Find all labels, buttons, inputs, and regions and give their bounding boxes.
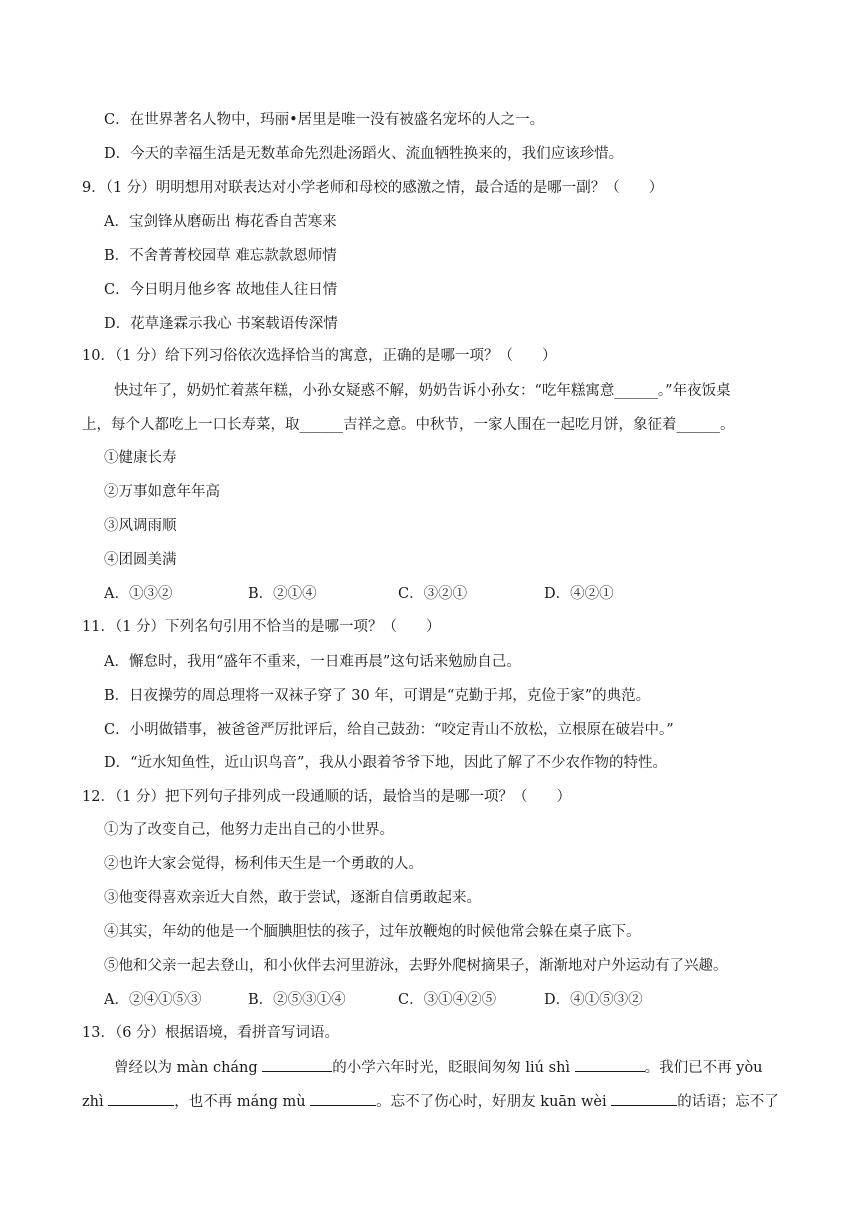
q11-stem: 11．（1 分）下列名句引用不恰当的是哪一项？（ ） xyxy=(82,619,441,635)
q11-option-b: B．日夜操劳的周总理将一双袜子穿了 30 年，可谓是“克勤于邦，克俭于家”的典范。 xyxy=(104,688,651,704)
q10-option-d: D．④②① xyxy=(544,586,614,602)
answer-blank-5[interactable] xyxy=(611,1091,677,1106)
q12-sentence-2: ②也许大家会觉得，杨利伟天生是一个勇敢的人。 xyxy=(104,856,423,872)
q13-stem: 13．（6 分）根据语境，看拼音写词语。 xyxy=(82,1025,340,1041)
q12-option-a: A．②④①⑤③ xyxy=(104,992,202,1008)
q13-text-2a: zhì xyxy=(82,1094,109,1110)
q13-paragraph-line1 xyxy=(114,1057,763,1078)
q10-item-4: ④团圆美满 xyxy=(104,552,177,568)
q13-text-1b: 的小学六年时光，眨眼间匆匆 liú shì xyxy=(332,1060,575,1076)
q10-stem: 10．（1 分）给下列习俗依次选择恰当的寓意，正确的是哪一项？（ ） xyxy=(82,348,557,364)
q13-text-2b: ，也不再 máng mù xyxy=(174,1094,311,1110)
q11-option-c: C．小明做错事，被爸爸严厉批评后，给自己鼓劲：“咬定青山不放松，立根原在破岩中。” xyxy=(104,722,674,738)
q10-option-a: A．①③② xyxy=(104,586,173,602)
q9-option-a: A．宝剑锋从磨砺出 梅花香自苦寒来 xyxy=(104,214,337,230)
q9-option-c: C．今日明月他乡客 故地佳人往日情 xyxy=(104,282,338,298)
q10-paragraph-line2: 上，每个人都吃上一口长寿菜，取______吉祥之意。中秋节，一家人围在一起吃月饼，象征着______。 xyxy=(82,417,735,433)
answer-blank-1[interactable] xyxy=(262,1057,332,1072)
q12-stem: 12．（1 分）把下列句子排列成一段通顺的话，最恰当的是哪一项？（ ） xyxy=(82,789,572,805)
q10-paragraph-line1: 快过年了，奶奶忙着蒸年糕，小孙女疑惑不解，奶奶告诉小孙女：“吃年糕寓意______。”年夜饭桌 xyxy=(114,383,731,399)
q12-option-d: D．④①⑤③② xyxy=(544,992,643,1008)
answer-blank-3[interactable] xyxy=(108,1091,174,1106)
q13-text-2c: 。忘不了伤心时，好朋友 kuān wèi xyxy=(376,1094,612,1110)
q10-item-3: ③风调雨顺 xyxy=(104,518,177,534)
q11-option-a: A．懈怠时，我用“盛年不重来，一日难再晨”这句话来勉励自己。 xyxy=(104,654,521,670)
q12-sentence-1: ①为了改变自己，他努力走出自己的小世界。 xyxy=(104,822,394,838)
q13-text-2d: 的话语；忘不了 xyxy=(677,1094,779,1110)
q10-option-c: C．③②① xyxy=(398,586,468,602)
q9-stem: 9．（1 分）明明想用对联表达对小学老师和母校的感激之情，最合适的是哪一副？（ ） xyxy=(82,180,664,196)
q11-option-d: D．“近水知鱼性，近山识鸟音”，我从小跟着爷爷下地，因此了解了不少农作物的特性。 xyxy=(104,755,667,771)
q12-sentence-3: ③他变得喜欢亲近大自然，敢于尝试，逐渐自信勇敢起来。 xyxy=(104,890,481,906)
answer-blank-2[interactable] xyxy=(575,1057,645,1072)
q12-option-c: C．③①④②⑤ xyxy=(398,992,497,1008)
q13-text-1a: 曾经以为 màn cháng xyxy=(114,1060,263,1076)
q12-option-b: B．②⑤③①④ xyxy=(248,992,346,1008)
q9-option-b: B．不舍菁菁校园草 难忘款款恩师情 xyxy=(104,248,337,264)
q10-option-b: B．②①④ xyxy=(248,586,317,602)
q8-option-c: C．在世界著名人物中，玛丽•居里是唯一没有被盛名宠坏的人之一。 xyxy=(104,112,545,128)
q8-option-d: D．今天的幸福生活是无数革命先烈赴汤蹈火、流血牺牲换来的，我们应该珍惜。 xyxy=(104,146,624,162)
q9-option-d: D．花草逢霖示我心 书案载语传深情 xyxy=(104,316,338,332)
q13-paragraph-line2 xyxy=(82,1091,779,1112)
q12-sentence-5: ⑤他和父亲一起去登山，和小伙伴去河里游泳，去野外爬树摘果子，渐渐地对户外运动有了兴趣。 xyxy=(104,958,728,974)
q12-sentence-4: ④其实，年幼的他是一个腼腆胆怯的孩子，过年放鞭炮的时候他常会躲在桌子底下。 xyxy=(104,924,641,940)
q13-text-1c: 。我们已不再 yòu xyxy=(644,1060,763,1076)
answer-blank-4[interactable] xyxy=(310,1091,376,1106)
q10-item-1: ①健康长寿 xyxy=(104,450,177,466)
q10-item-2: ②万事如意年年高 xyxy=(104,484,220,500)
